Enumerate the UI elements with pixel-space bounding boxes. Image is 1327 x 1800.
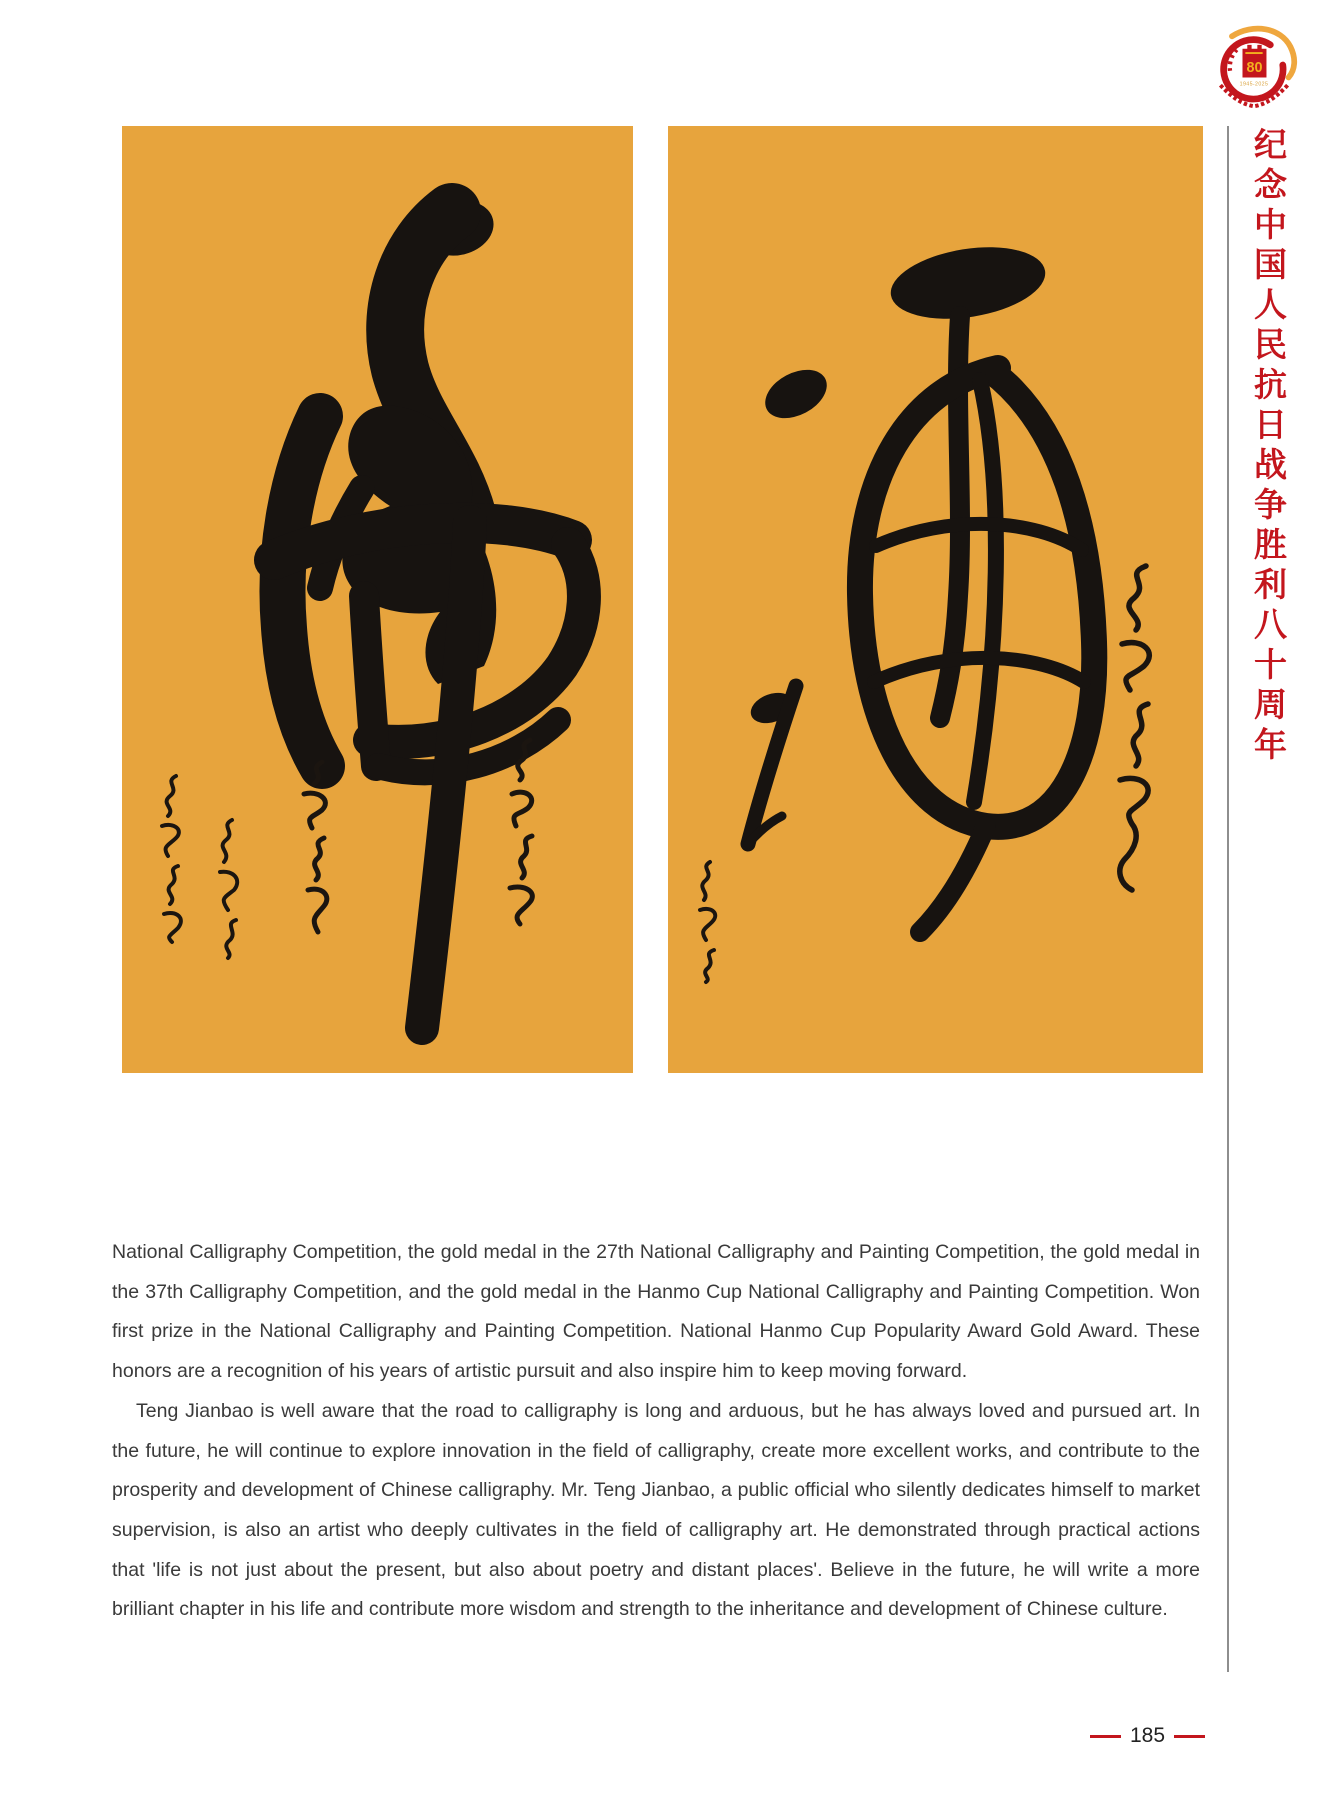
- sidebar-vertical-title: 纪念中国人民抗日战争胜利八十周年: [1249, 127, 1288, 767]
- fo-brush-artwork: [122, 126, 633, 1073]
- page-number: [1090, 1724, 1205, 1748]
- emblem-tower-band: [1245, 52, 1262, 54]
- article-text: [112, 1233, 1200, 1630]
- article-paragraph-2: Teng Jianbao is well aware that the road to calligraphy is long and arduous, but he has always loved and pursued art. In the future, he will continue to explore innovation in the field of calligraphy, create more excellent works, and contribute to the prosperity and development of Chinese calligraphy. Mr. Teng Jianbao, a public official who silently dedicates himself to market supervision, is also an artist who deeply cultivates in the field of calligraphy art. He demonstrated through practical actions that 'life is not just about the present, but also about poetry and distant places'. Believe in the future, he will write a more brilliant chapter in his life and contribute more wisdom and strength to the inheritance and development of Chinese culture.: [112, 1399, 1200, 1621]
- anniversary-emblem: [1207, 20, 1301, 112]
- page-number-value: 185: [1130, 1724, 1166, 1747]
- fu-main-strokes: [747, 237, 1095, 932]
- calligraphy-panel-fu: [668, 126, 1203, 1073]
- sidebar-divider-line: [1227, 126, 1229, 1672]
- emblem-number: 80: [1246, 60, 1263, 77]
- fu-brush-artwork: [668, 126, 1203, 1073]
- page-number-dash-right: [1174, 1735, 1205, 1738]
- emblem-years: 1945-2025: [1239, 81, 1269, 88]
- page-number-dash-left: [1090, 1735, 1121, 1738]
- calligraphy-panel-fo: [122, 126, 633, 1073]
- fo-main-strokes: [274, 193, 584, 1028]
- article-paragraph-1: National Calligraphy Competition, the gold medal in the 27th National Calligraphy and Painting Competition, the gold medal in the 37th Calligraphy Competition, and the gold medal in the Hanmo Cup National Calligraphy and Painting Competition. Won first prize in the National Calligraphy and Painting Competition. National Hanmo Cup Popularity Award Gold Award. These honors are a recognition of his years of artistic pursuit and also inspire him to keep moving forward.: [112, 1241, 1200, 1383]
